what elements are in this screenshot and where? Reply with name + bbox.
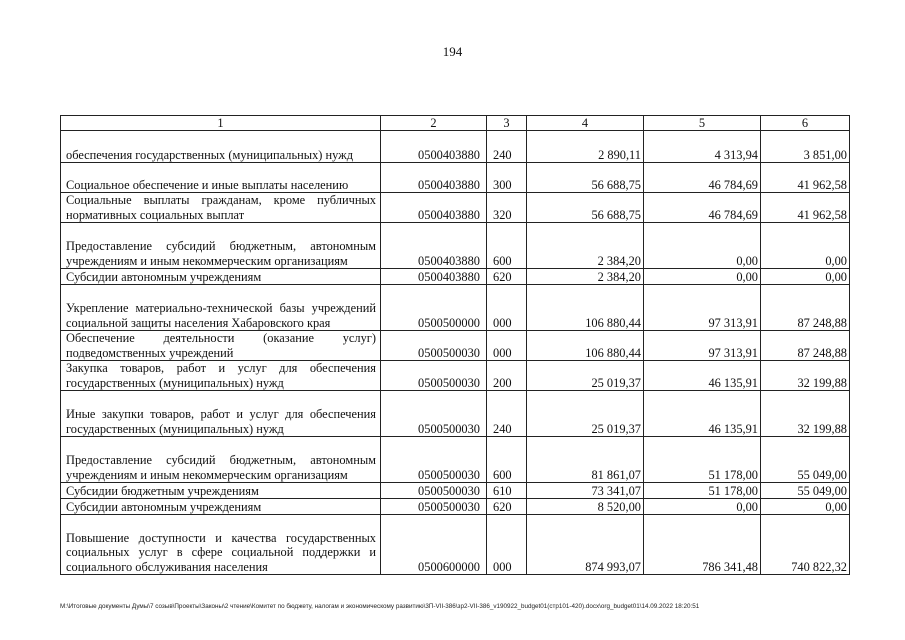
amount-year3-cell: 3 851,00 [761,131,850,163]
amount-year3-cell: 41 962,58 [761,193,850,223]
target-code-cell: 0500500030 [381,361,487,391]
page-number: 194 [442,44,463,59]
table-row [61,515,850,575]
amount-year2-cell: 46 784,69 [644,163,761,193]
column-header: 6 [761,116,850,131]
row-name-cell: Субсидии автономным учреждениям [61,499,381,515]
amount-year2-cell: 46 135,91 [644,361,761,391]
table-row [61,163,850,193]
column-header: 5 [644,116,761,131]
expense-type-cell: 620 [487,269,527,285]
amount-year3-cell: 0,00 [761,269,850,285]
expense-type-cell: 320 [487,193,527,223]
table-row [61,499,850,515]
amount-year1-cell: 2 384,20 [527,269,644,285]
row-name-cell: Субсидии бюджетным учреждениям [61,483,381,499]
target-code-cell: 0500500030 [381,391,487,437]
amount-year1-cell: 2 384,20 [527,223,644,269]
file-path-footer: M:\Итоговые документы Думы\7 созыв\Проекты\Законы\2 чтение\Комитет по бюджету, налогам и экономическому развитию\3П-VII-386\зр2-VII-386_v190922_budget01(стр101-420).docx\org_budget01\14.09.2022 18:20:51 [60,603,700,610]
target-code-cell: 0500403880 [381,163,487,193]
amount-year2-cell: 0,00 [644,223,761,269]
amount-year1-cell: 106 880,44 [527,331,644,361]
table-row [61,331,850,361]
row-name-cell: Социальное обеспечение и иные выплаты населению [61,163,381,193]
column-header: 2 [381,116,487,131]
amount-year2-cell: 97 313,91 [644,285,761,331]
expense-type-cell: 240 [487,131,527,163]
amount-year1-cell: 73 341,07 [527,483,644,499]
target-code-cell: 0500500030 [381,331,487,361]
amount-year3-cell: 87 248,88 [761,285,850,331]
target-code-cell: 0500500000 [381,285,487,331]
table-row [61,285,850,331]
row-name-cell: Повышение доступности и качества государственных социальных услуг в сфере социальной поддержки и социального обслуживания населения [61,515,381,575]
target-code-cell: 0500500030 [381,499,487,515]
amount-year1-cell: 8 520,00 [527,499,644,515]
row-name-cell: Закупка товаров, работ и услуг для обеспечения государственных (муниципальных) нужд [61,361,381,391]
amount-year1-cell: 81 861,07 [527,437,644,483]
target-code-cell: 0500403880 [381,131,487,163]
expense-type-cell: 620 [487,499,527,515]
column-header: 1 [61,116,381,131]
amount-year3-cell: 0,00 [761,223,850,269]
amount-year2-cell: 4 313,94 [644,131,761,163]
amount-year3-cell: 87 248,88 [761,331,850,361]
row-name-cell: Укрепление материально-технической базы учреждений социальной защиты населения Хабаровского края [61,285,381,331]
amount-year2-cell: 97 313,91 [644,331,761,361]
table-row [61,391,850,437]
target-code-cell: 0500403880 [381,223,487,269]
target-code-cell: 0500403880 [381,269,487,285]
column-header: 4 [527,116,644,131]
row-name-cell: Обеспечение деятельности (оказание услуг) подведомственных учреждений [61,331,381,361]
expense-type-cell: 600 [487,223,527,269]
amount-year1-cell: 25 019,37 [527,361,644,391]
table-row [61,193,850,223]
amount-year2-cell: 46 784,69 [644,193,761,223]
expense-type-cell: 240 [487,391,527,437]
table-row [61,223,850,269]
expense-type-cell: 600 [487,437,527,483]
row-name-cell: Социальные выплаты гражданам, кроме публичных нормативных социальных выплат [61,193,381,223]
table-row [61,361,850,391]
amount-year3-cell: 740 822,32 [761,515,850,575]
amount-year1-cell: 56 688,75 [527,163,644,193]
amount-year1-cell: 106 880,44 [527,285,644,331]
table-header-row [61,116,850,131]
amount-year2-cell: 786 341,48 [644,515,761,575]
table-row [61,437,850,483]
expense-type-cell: 200 [487,361,527,391]
target-code-cell: 0500500030 [381,483,487,499]
target-code-cell: 0500500030 [381,437,487,483]
expense-type-cell: 300 [487,163,527,193]
column-header: 3 [487,116,527,131]
amount-year3-cell: 55 049,00 [761,483,850,499]
amount-year3-cell: 32 199,88 [761,361,850,391]
expense-type-cell: 000 [487,285,527,331]
amount-year3-cell: 41 962,58 [761,163,850,193]
budget-table [60,115,850,575]
amount-year2-cell: 51 178,00 [644,437,761,483]
amount-year2-cell: 0,00 [644,499,761,515]
row-name-cell: Иные закупки товаров, работ и услуг для обеспечения государственных (муниципальных) нужд [61,391,381,437]
table-row [61,483,850,499]
expense-type-cell: 000 [487,515,527,575]
amount-year2-cell: 0,00 [644,269,761,285]
expense-type-cell: 000 [487,331,527,361]
amount-year1-cell: 2 890,11 [527,131,644,163]
table-row [61,131,850,163]
row-name-cell: обеспечения государственных (муниципальных) нужд [61,131,381,163]
target-code-cell: 0500600000 [381,515,487,575]
row-name-cell: Предоставление субсидий бюджетным, автономным учреждениям и иным некоммерческим организациям [61,223,381,269]
amount-year2-cell: 46 135,91 [644,391,761,437]
amount-year3-cell: 55 049,00 [761,437,850,483]
row-name-cell: Предоставление субсидий бюджетным, автономным учреждениям и иным некоммерческим организациям [61,437,381,483]
target-code-cell: 0500403880 [381,193,487,223]
row-name-cell: Субсидии автономным учреждениям [61,269,381,285]
table-row [61,269,850,285]
amount-year1-cell: 56 688,75 [527,193,644,223]
amount-year2-cell: 51 178,00 [644,483,761,499]
amount-year1-cell: 874 993,07 [527,515,644,575]
amount-year1-cell: 25 019,37 [527,391,644,437]
expense-type-cell: 610 [487,483,527,499]
amount-year3-cell: 32 199,88 [761,391,850,437]
amount-year3-cell: 0,00 [761,499,850,515]
